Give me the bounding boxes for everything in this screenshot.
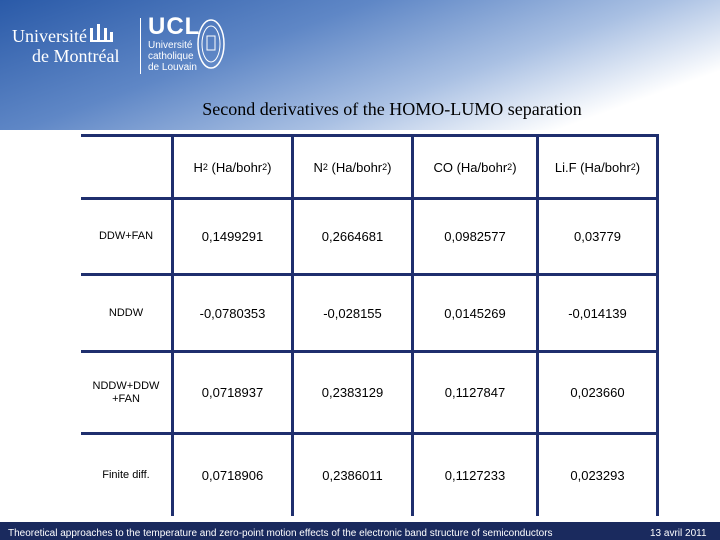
header-subscript: 2 — [202, 162, 208, 172]
header-superscript: 2 — [262, 162, 268, 172]
results-table — [81, 134, 659, 516]
row-label — [81, 276, 171, 350]
header-base: CO — [433, 159, 453, 175]
udem-logo-line1: Université — [12, 26, 87, 46]
header-unit: (Ha/bohr — [456, 159, 508, 175]
table-cell: 0,023660 — [570, 385, 625, 400]
table-cell: -0,0780353 — [199, 305, 266, 321]
table-cell: -0,014139 — [568, 305, 627, 321]
row-label-line1: NDDW — [108, 306, 144, 319]
footer-text: Theoretical approaches to the temperature and zero-point motion effects of the electronic band structure of semiconductors — [8, 528, 553, 539]
udem-emblem-icon — [88, 22, 116, 48]
table-cell: -0,028155 — [323, 305, 382, 321]
header-base: Li.F — [554, 159, 577, 175]
column-header — [174, 137, 291, 197]
table-cell: 0,2664681 — [321, 229, 384, 244]
header-superscript: 2 — [507, 162, 513, 172]
table-cell: 0,03779 — [574, 229, 621, 244]
row-label — [81, 435, 171, 516]
table-cell: 0,1499291 — [201, 229, 264, 244]
ucl-logo — [148, 14, 200, 73]
row-label-line1: Finite diff. — [102, 469, 150, 481]
ucl-seal-icon — [196, 18, 226, 70]
table-cell: 0,1127847 — [444, 385, 506, 400]
table-cell: 0,0718906 — [201, 468, 264, 483]
header-unit-close: ) — [387, 159, 392, 175]
table-cell: 0,023293 — [570, 468, 625, 483]
header-unit-close: ) — [635, 159, 641, 175]
table-cell: 0,0145269 — [444, 305, 506, 321]
header-subscript: 2 — [322, 162, 328, 172]
column-header — [414, 137, 536, 197]
row-label-line1: DDW+FAN — [98, 230, 154, 242]
header-superscript: 2 — [382, 162, 388, 172]
header-superscript: 2 — [630, 162, 636, 172]
footer-date: 13 avril 2011 — [650, 528, 707, 539]
row-label — [81, 200, 171, 273]
logo-divider — [140, 18, 141, 74]
header-unit: (Ha/bohr — [331, 159, 383, 175]
header-unit: (Ha/bohr — [580, 159, 631, 175]
row-label — [81, 353, 171, 432]
header-unit-close: ) — [267, 159, 272, 175]
table-cell: 0,0982577 — [444, 229, 506, 244]
table-cell: 0,2386011 — [322, 468, 383, 483]
ucl-logo-line2: catholique — [148, 51, 194, 62]
footer-bar — [0, 522, 720, 540]
row-label-line1: NDDW+DDW — [92, 379, 160, 392]
slide-title: Second derivatives of the HOMO-LUMO separation — [202, 99, 582, 119]
ucl-logo-line3: de Louvain — [148, 62, 197, 73]
header-base: H — [193, 159, 203, 175]
udem-logo-line2: de Montréal — [32, 46, 120, 66]
ucl-logo-title: UCL — [148, 13, 201, 40]
header-base: N — [313, 159, 323, 175]
table-cell: 0,0718937 — [201, 385, 264, 400]
ucl-logo-line1: Université — [148, 40, 193, 51]
header-unit: (Ha/bohr — [211, 159, 263, 175]
row-label-line2: +FAN — [112, 392, 140, 405]
header-unit-close: ) — [512, 159, 517, 175]
table-cell: 0,2383129 — [321, 385, 384, 400]
column-header — [539, 137, 656, 197]
table-cell: 0,1127233 — [444, 468, 506, 483]
column-header — [294, 137, 411, 197]
